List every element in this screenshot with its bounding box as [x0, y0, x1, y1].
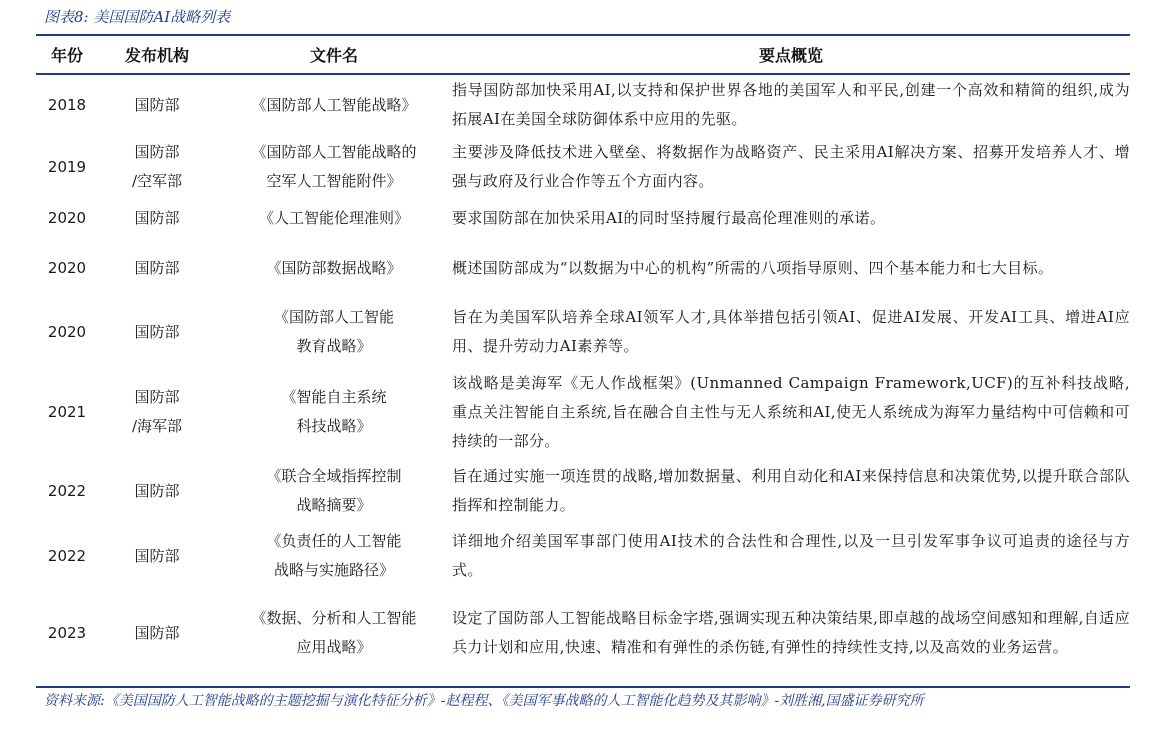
doc-cell	[216, 197, 452, 239]
figure-title: 图表8: 美国国防AI战略列表	[44, 8, 231, 26]
doc-line: 《人工智能伦理准则》	[258, 208, 409, 227]
year-cell: 2020	[47, 258, 87, 277]
doc-line: 《联合全域指挥控制	[266, 467, 402, 485]
doc-line: 《国防部数据战略》	[266, 258, 402, 277]
dept-cell	[98, 137, 216, 197]
doc-line: 《负责任的人工智能	[266, 532, 402, 550]
doc-line: 《国防部人工智能	[273, 308, 394, 326]
doc-cell	[216, 297, 452, 367]
dept-line: 国防部	[134, 208, 180, 227]
dept-line: 国防部	[134, 322, 180, 341]
doc-cell	[216, 73, 452, 137]
summary-cell: 该战略是美海军《无人作战框架》(Unmanned Campaign Framework,UCF)的互补科技战略,重点关注智能自主系统,旨在融合自主性与无人系统和AI,使无人系统成为海军力量结构中可信赖和可持续的一部分。	[452, 373, 1130, 450]
dept-cell	[98, 525, 216, 587]
source-note: 资料来源:《美国国防人工智能战略的主题挖掘与演化特征分析》-赵程程、《美国军事战略的人工智能化趋势及其影响》-刘胜湘,国盛证券研究所	[44, 693, 924, 709]
header-doc: 文件名	[309, 46, 358, 65]
doc-cell	[216, 239, 452, 297]
table-bottom-rule	[36, 686, 1130, 688]
doc-cell	[216, 587, 452, 679]
dept-cell	[98, 197, 216, 239]
summary-cell: 详细地介绍美国军事部门使用AI技术的合法性和合理性,以及一旦引发军事争议可追责的途径与方式。	[452, 532, 1130, 579]
doc-line: 教育战略》	[296, 337, 372, 355]
doc-line: 科技战略》	[296, 417, 372, 435]
doc-line: 战略与实施路径》	[273, 561, 394, 579]
table-row	[36, 587, 1130, 679]
table-row	[36, 73, 1130, 137]
header-dept: 发布机构	[124, 46, 189, 65]
dept-line: 国防部	[134, 388, 180, 406]
dept-line: 国防部	[134, 623, 180, 642]
doc-line: 《国防部人工智能战略》	[251, 95, 417, 114]
summary-cell: 旨在为美国军队培养全球AI领军人才,具体举措包括引领AI、促进AI发展、开发AI工具、增进AI应用、提升劳动力AI素养等。	[452, 308, 1130, 355]
summary-cell: 设定了国防部人工智能战略目标金字塔,强调实现五种决策结果,即卓越的战场空间感知和理解,自适应兵力计划和应用,快速、精准和有弹性的杀伤链,有弹性的持续性支持,以及高效的业务运营。	[452, 609, 1130, 656]
table-row	[36, 367, 1130, 457]
year-cell: 2023	[47, 623, 87, 642]
table-row	[36, 137, 1130, 197]
doc-line: 应用战略》	[296, 638, 372, 656]
summary-cell: 指导国防部加快采用AI,以支持和保护世界各地的美国军人和平民,创建一个高效和精简的组织,成为拓展AI在美国全球防御体系中应用的先驱。	[452, 81, 1130, 128]
doc-line: 《智能自主系统	[281, 388, 387, 406]
dept-line: /海军部	[131, 417, 183, 435]
dept-line: 国防部	[134, 546, 180, 565]
dept-line: 国防部	[134, 258, 180, 277]
year-cell: 2019	[47, 157, 87, 176]
year-cell: 2022	[47, 546, 87, 565]
dept-cell	[98, 367, 216, 457]
year-cell: 2022	[47, 481, 87, 500]
table-row	[36, 457, 1130, 525]
doc-line: 战略摘要》	[296, 496, 372, 514]
doc-line: 《数据、分析和人工智能	[251, 609, 417, 627]
dept-line: 国防部	[134, 143, 180, 161]
table-row	[36, 297, 1130, 367]
dept-cell	[98, 297, 216, 367]
table-row	[36, 197, 1130, 239]
year-cell: 2021	[47, 402, 87, 421]
table-body	[36, 73, 1130, 679]
summary-cell: 主要涉及降低技术进入壁垒、将数据作为战略资产、民主采用AI解决方案、招募开发培养人才、增强与政府及行业合作等五个方面内容。	[452, 143, 1130, 190]
year-cell: 2020	[47, 322, 87, 341]
summary-cell: 旨在通过实施一项连贯的战略,增加数据量、利用自动化和AI来保持信息和决策优势,以提升联合部队指挥和控制能力。	[452, 467, 1130, 514]
doc-cell	[216, 457, 452, 525]
dept-cell	[98, 457, 216, 525]
dept-line: 国防部	[134, 95, 180, 114]
doc-cell	[216, 367, 452, 457]
summary-cell: 概述国防部成为“以数据为中心的机构”所需的八项指导原则、四个基本能力和七大目标。	[452, 258, 1054, 277]
year-cell: 2020	[47, 208, 87, 227]
header-summary: 要点概览	[758, 46, 823, 65]
dept-cell	[98, 587, 216, 679]
dept-line: /空军部	[131, 172, 183, 190]
doc-line: 《国防部人工智能战略的	[251, 143, 417, 161]
summary-cell: 要求国防部在加快采用AI的同时坚持履行最高伦理准则的承诺。	[452, 208, 886, 227]
table-row	[36, 525, 1130, 587]
dept-line: 国防部	[134, 481, 180, 500]
table-header-row	[36, 36, 1130, 73]
year-cell: 2018	[47, 95, 87, 114]
dept-cell	[98, 73, 216, 137]
ai-strategy-table	[36, 36, 1130, 679]
doc-cell	[216, 137, 452, 197]
header-year: 年份	[50, 46, 83, 65]
dept-cell	[98, 239, 216, 297]
table-row	[36, 239, 1130, 297]
doc-line: 空军人工智能附件》	[266, 172, 402, 190]
doc-cell	[216, 525, 452, 587]
